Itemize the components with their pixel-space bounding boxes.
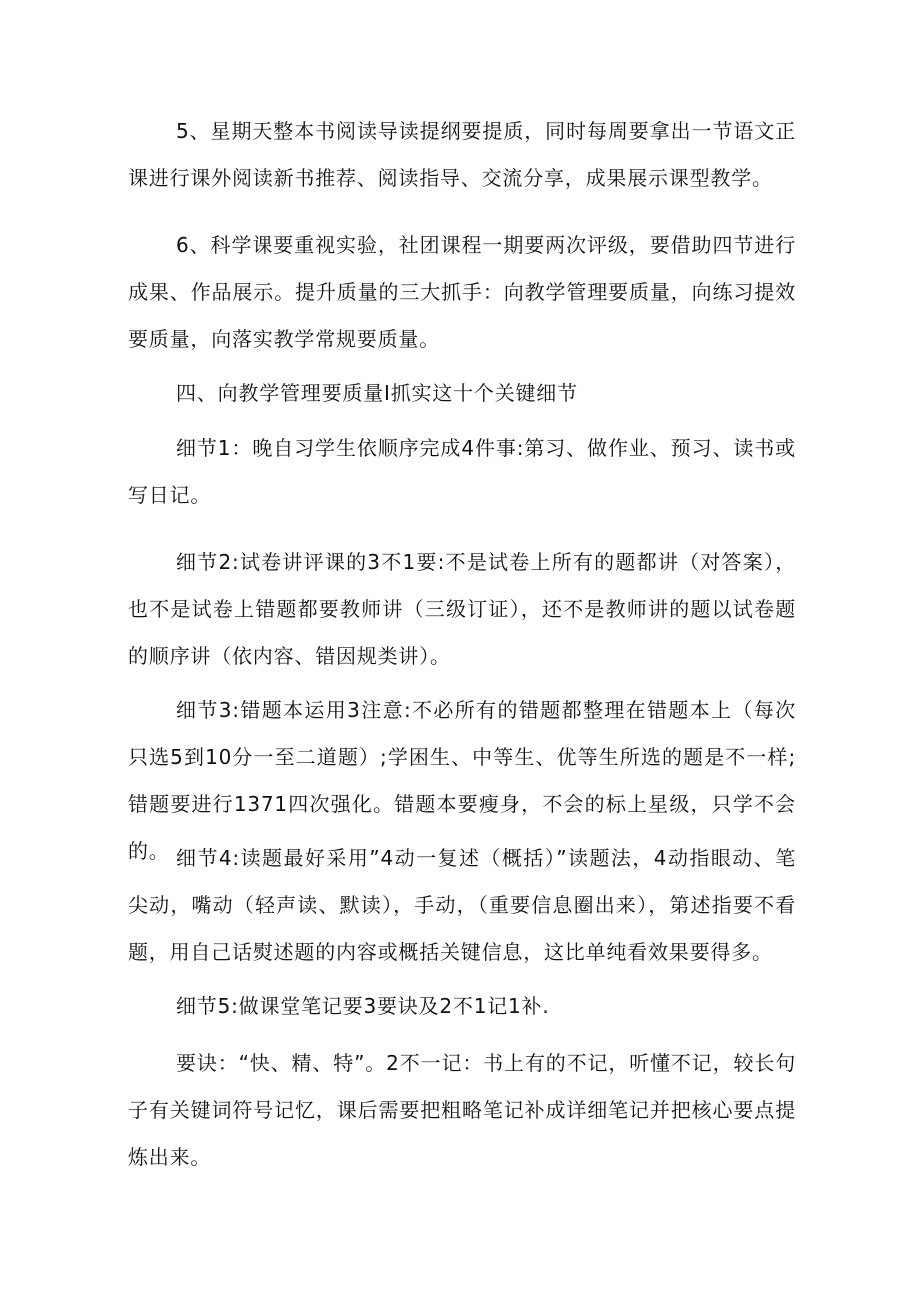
paragraph-detail-5: 细节5:做课堂笔记要3要诀及2不1记1补.: [176, 994, 550, 1018]
paragraph-detail-1: 细节1：晚自习学生依顺序完成4件事:第习、做作业、预习、读书或写日记。: [128, 436, 796, 507]
section-heading: 四、向教学管理要质量I抓实这十个关键细节: [176, 381, 578, 405]
paragraph-detail-5-explanation: 要诀：“快、精、特”。2不一记：书上有的不记，听懂不记，较长句子有关键词符号记忆，课后需要把粗略笔记补成详细笔记并把核心要点提炼出来。: [128, 1051, 796, 1169]
paragraph-item-5: 5、星期天整本书阅读导读提纲要提质，同时每周要拿出一节语文正课进行课外阅读新书推荐、阅读指导、交流分享，成果展示课型教学。: [128, 119, 796, 190]
paragraph-detail-3: 细节3:错题本运用3注意:不必所有的错题都整理在错题本上（每次只选5到10分一至二道题）;学困生、中等生、优等生所选的题是不一样;错题要进行1371四次强化。错题本要瘦身，不会的标上星级，只学不会的。: [128, 698, 796, 863]
paragraph-detail-4: 细节4:读题最好采用”4动一复述（概括）”读题法，4动指眼动、笔尖动，嘴动（轻声读、默读），手动，（重要信息圈出来），第述指要不看题，用自己话熨述题的内容或概括关键信息，这比单纯看效果要得多。: [128, 846, 796, 964]
paragraph-item-6: 6、科学课要重视实验，社团课程一期要两次评级，要借助四节进行成果、作品展示。提升质量的三大抓手：向教学管理要质量，向练习提效要质量，向落实教学常规要质量。: [128, 233, 796, 351]
paragraph-detail-2: 细节2:试卷讲评课的3不1要:不是试卷上所有的题都讲（对答案），也不是试卷上错题都要教师讲（三级订证），还不是教师讲的题以试卷题的顺序讲（依内容、错因规类讲）。: [128, 550, 796, 668]
